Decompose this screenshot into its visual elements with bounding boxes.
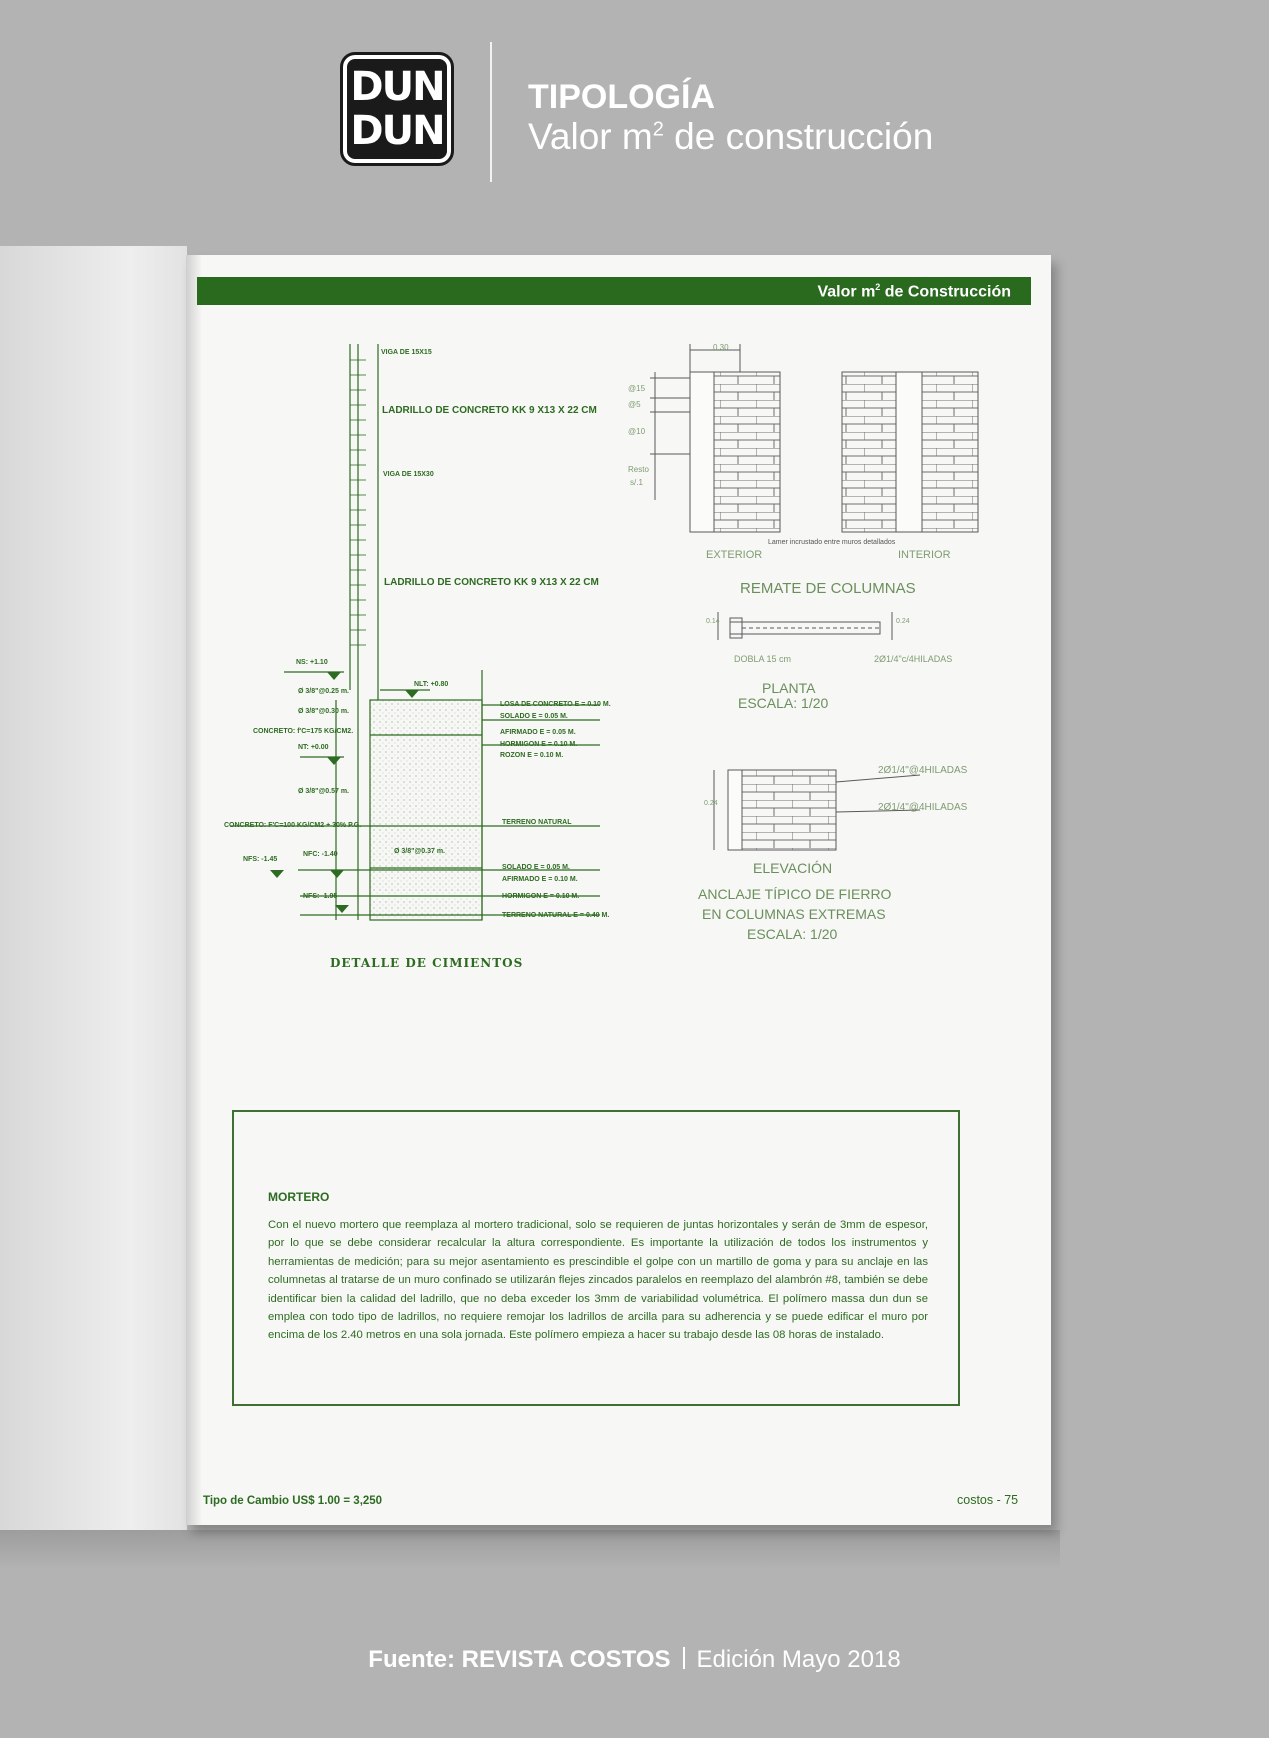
planta-note-right: 2Ø1/4"c/4HILADAS (874, 654, 953, 664)
remate-dim-1: @15 (628, 384, 646, 393)
planta-scale: ESCALA: 1/20 (738, 695, 829, 711)
remate-drawing (650, 344, 978, 532)
source-edition: Edición Mayo 2018 (696, 1646, 901, 1673)
lbl-ladrillo-2: LADRILLO DE CONCRETO KK 9 X13 X 22 CM (384, 577, 599, 588)
source-separator (683, 1647, 685, 1669)
lbl-rebar-030: Ø 3/8"@0.30 m. (298, 708, 350, 715)
logo-line1: DUN (350, 64, 444, 110)
planta-note-left: DOBLA 15 cm (734, 654, 792, 664)
lbl-nlt: NLT: +0.80 (414, 681, 449, 688)
lbl-viga-15x15: VIGA DE 15X15 (381, 349, 432, 356)
logo-line2: DUN (350, 108, 444, 154)
lbl-hormigon-1: HORMIGON E = 0.10 M. (500, 741, 578, 748)
planta-title: PLANTA (762, 680, 816, 696)
lbl-solado-2: SOLADO E = 0.05 M. (502, 864, 570, 871)
exchange-rate: Tipo de Cambio US$ 1.00 = 3,250 (203, 1495, 383, 1507)
mortero-body: Con el nuevo mortero que reemplaza al mortero tradicional, solo se requieren de juntas horizontales y serán de 3mm de espesor, por lo que se debe considerar recalcular la altura correspondiente. Es importante la utilización de todos los instrumentos y herramientas de medición; para su mejor asentamiento es prescindible el golpe con un martillo de goma y para su anclaje en las columnetas al tratarse de un muro confinado se utilizarán flejes zincados paralelos en reemplazo del alambrón #8, también se debe identificar bien la calidad del ladrillo, que no deba exceder los 3mm de variabilidad volumétrica. El polímero massa dun dun se emplea con todo tipo de ladrillos, no requiere remojar los ladrillos de arcilla para su adherencia y se puede edificar el muro por encima de los 2.40 metros en una sola jornada. Este polímero empieza a hacer su trabajo desde las 08 horas de instalado. (268, 1219, 928, 1342)
lbl-rozon: ROZON E = 0.10 M. (500, 752, 564, 759)
planta-drawing (718, 612, 892, 640)
lbl-afirmado-1: AFIRMADO E = 0.05 M. (500, 729, 576, 736)
subtitle-sup: 2 (652, 118, 664, 141)
mortero-title: MORTERO (268, 1190, 330, 1204)
lbl-rebar-037: Ø 3/8"@0.37 m. (394, 848, 446, 855)
lbl-ns: NS: +1.10 (296, 659, 328, 666)
remate-dim-top: 0.30 (713, 343, 729, 352)
source-label: Fuente: REVISTA COSTOS (368, 1646, 671, 1673)
lbl-rebar-025: Ø 3/8"@0.25 m. (298, 688, 350, 695)
remate-dim-4: Resto (628, 465, 649, 474)
lbl-concreto-100: CONCRETO: F'C=100 KG/CM2 + 30% P.G. (224, 822, 362, 829)
lbl-afirmado-2: AFIRMADO E = 0.10 M. (502, 876, 578, 883)
elev-note-1: 2Ø1/4"@4HILADAS (878, 765, 968, 776)
planta-dim-right: 0.24 (896, 618, 910, 625)
cimientos-drawing (230, 344, 600, 920)
lbl-rebar-057: Ø 3/8"@0.57 m. (298, 788, 350, 795)
lbl-nfs-195: NFS: -1.95 (303, 893, 338, 900)
remate-title: REMATE DE COLUMNAS (740, 580, 916, 597)
bar-title-prefix: Valor m (817, 283, 876, 301)
lbl-solado-1: SOLADO E = 0.05 M. (500, 713, 568, 720)
header-title: TIPOLOGÍA (528, 78, 715, 116)
remate-interior: INTERIOR (898, 549, 951, 561)
planta-dim-left: 0.14 (706, 618, 720, 625)
elevacion-title: ELEVACIÓN (753, 860, 833, 876)
lbl-losa: LOSA DE CONCRETO E = 0.10 M. (500, 701, 611, 708)
elevacion-caption-3: ESCALA: 1/20 (747, 926, 838, 942)
source-line (0, 1646, 1269, 1674)
remate-dim-5: s/.1 (630, 478, 643, 487)
lbl-terreno-1: TERRENO NATURAL (502, 819, 572, 826)
elev-dim: 0.24 (704, 800, 718, 807)
bar-title-suffix: de Construcción (880, 283, 1011, 301)
remate-dim-2: @5 (628, 400, 641, 409)
lbl-hormigon-2: HORMIGON E = 0.10 M. (502, 893, 580, 900)
remate-exterior: EXTERIOR (706, 549, 763, 561)
subtitle-suffix: de construcción (663, 116, 934, 157)
elevacion-caption-1: ANCLAJE TÍPICO DE FIERRO (698, 886, 892, 902)
lbl-concreto-175: CONCRETO: f'C=175 KG/CM2. (253, 728, 354, 735)
elevacion-caption-2: EN COLUMNAS EXTREMAS (702, 906, 886, 922)
elev-note-2: 2Ø1/4"@4HILADAS (878, 802, 968, 813)
cimientos-title: DETALLE DE CIMIENTOS (330, 956, 524, 970)
subtitle-prefix: Valor m (528, 116, 653, 157)
remate-note: Lamer incrustado entre muros detallados (768, 539, 896, 546)
lbl-viga-15x30: VIGA DE 15X30 (383, 471, 434, 478)
lbl-terreno-2: TERRENO NATURAL E = 0.40 M. (502, 912, 610, 919)
remate-dim-3: @10 (628, 427, 646, 436)
lbl-nt: NT: +0.00 (298, 744, 329, 751)
bar-title-sup: 2 (875, 282, 881, 292)
page-number: costos - 75 (957, 1493, 1019, 1507)
lbl-nfs-145: NFS: -1.45 (243, 856, 278, 863)
lbl-ladrillo-1: LADRILLO DE CONCRETO KK 9 X13 X 22 CM (382, 405, 597, 416)
lbl-nfc: NFC: -1.40 (303, 851, 338, 858)
